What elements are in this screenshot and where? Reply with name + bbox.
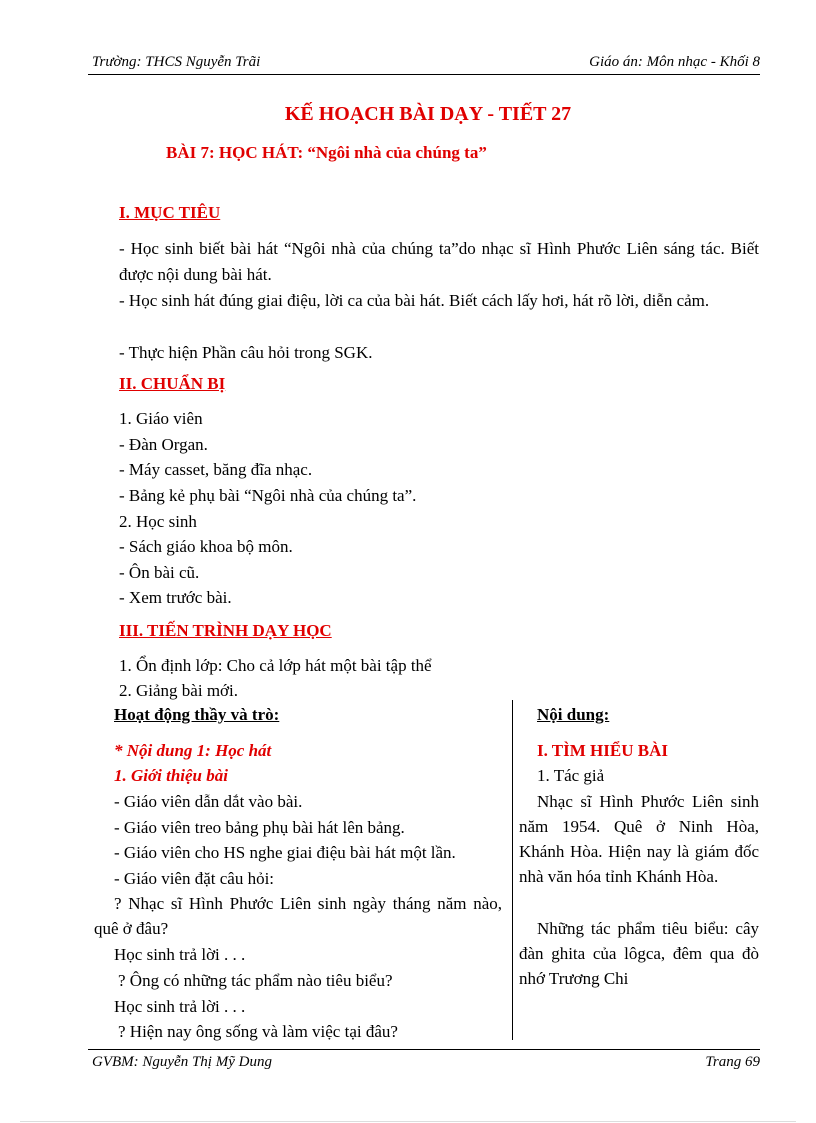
header-school: Trường: THCS Nguyễn Trãi [92,54,261,70]
footer-page-number: Trang 69 [705,1054,760,1070]
prep-line: - Bảng kẻ phụ bài “Ngôi nhà của chúng ta”. [119,486,417,505]
intro-title: 1. Giới thiệu bài [114,766,228,785]
prep-line: - Máy casset, băng đĩa nhạc. [119,460,313,479]
prep-line: - Xem trước bài. [119,588,232,607]
activity-line: - Giáo viên treo bảng phụ bài hát lên bảng. [114,818,405,837]
prep-line: - Ôn bài cũ. [119,563,200,582]
activity-line: - Giáo viên dẫn dắt vào bài. [114,792,303,811]
activity-line: ? Hiện nay ông sống và làm việc tại đâu? [118,1022,398,1041]
page-footer [88,1049,760,1074]
objective-2-text: - Học sinh hát đúng giai điệu, lời ca của bài hát. Biết cách lấy hơi, hát rõ lời, diễn cảm. [119,291,710,310]
section-3-heading: III. TIẾN TRÌNH DẠY HỌC [119,621,332,640]
activity-line: Học sinh trả lời . . . [114,997,246,1016]
prep-line: - Sách giáo khoa bộ môn. [119,537,293,556]
process-line: 1. Ổn định lớp: Cho cả lớp hát một bài tập thể [119,656,432,675]
activity-line: ? Ông có những tác phẩm nào tiêu biểu? [118,971,393,990]
section-2-heading: II. CHUẨN BỊ [119,374,226,393]
process-line: 2. Giảng bài mới. [119,681,238,700]
prep-line: 1. Giáo viên [119,409,203,428]
activity-question: ? Nhạc sĩ Hình Phước Liên sinh ngày tháng năm nào, quê ở đâu? [94,894,502,938]
objective-1 [119,236,759,288]
left-column-header: Hoạt động thầy và trò: [114,705,280,724]
prep-line: 2. Học sinh [119,512,197,531]
activity-line: Học sinh trả lời . . . [114,945,246,964]
section-1-heading: I. MỤC TIÊU [119,203,221,222]
page-edge-line [20,1121,796,1122]
activity-line: - Giáo viên cho HS nghe giai điệu bài hát một lần. [114,843,456,862]
right-column-header: Nội dung: [537,705,610,724]
content-title: * Nội dung 1: Học hát [114,741,272,760]
header-subject: Giáo án: Môn nhạc - Khối 8 [589,54,760,70]
page-header [88,52,760,75]
author-bio: Nhạc sĩ Hình Phước Liên sinh năm 1954. Quê ở Ninh Hòa, Khánh Hòa. Hiện nay là giám đốc nhà văn hóa tỉnh Khánh Hòa. [519,792,759,886]
column-divider [512,700,513,1040]
objective-1-text: - Học sinh biết bài hát “Ngôi nhà của chúng ta”do nhạc sĩ Hình Phước Liên sáng tác. Biết được nội dung bài hát. [119,239,759,284]
footer-teacher: GVBM: Nguyễn Thị Mỹ Dung [92,1054,272,1070]
prep-line: - Đàn Organ. [119,435,208,454]
lesson-title: KẾ HOẠCH BÀI DẠY - TIẾT 27 [284,103,572,125]
author-works: Những tác phẩm tiêu biểu: cây đàn ghita của lôgca, đêm qua đò nhớ Trương Chi [519,919,759,988]
author-subheading: 1. Tác giả [537,766,605,785]
activity-line: - Giáo viên đặt câu hỏi: [114,869,275,888]
objective-2 [119,288,759,314]
lesson-subtitle: BÀI 7: HỌC HÁT: “Ngôi nhà của chúng ta” [166,143,487,162]
objective-3: - Thực hiện Phần câu hỏi trong SGK. [119,343,373,362]
right-section-heading: I. TÌM HIỂU BÀI [537,741,668,760]
